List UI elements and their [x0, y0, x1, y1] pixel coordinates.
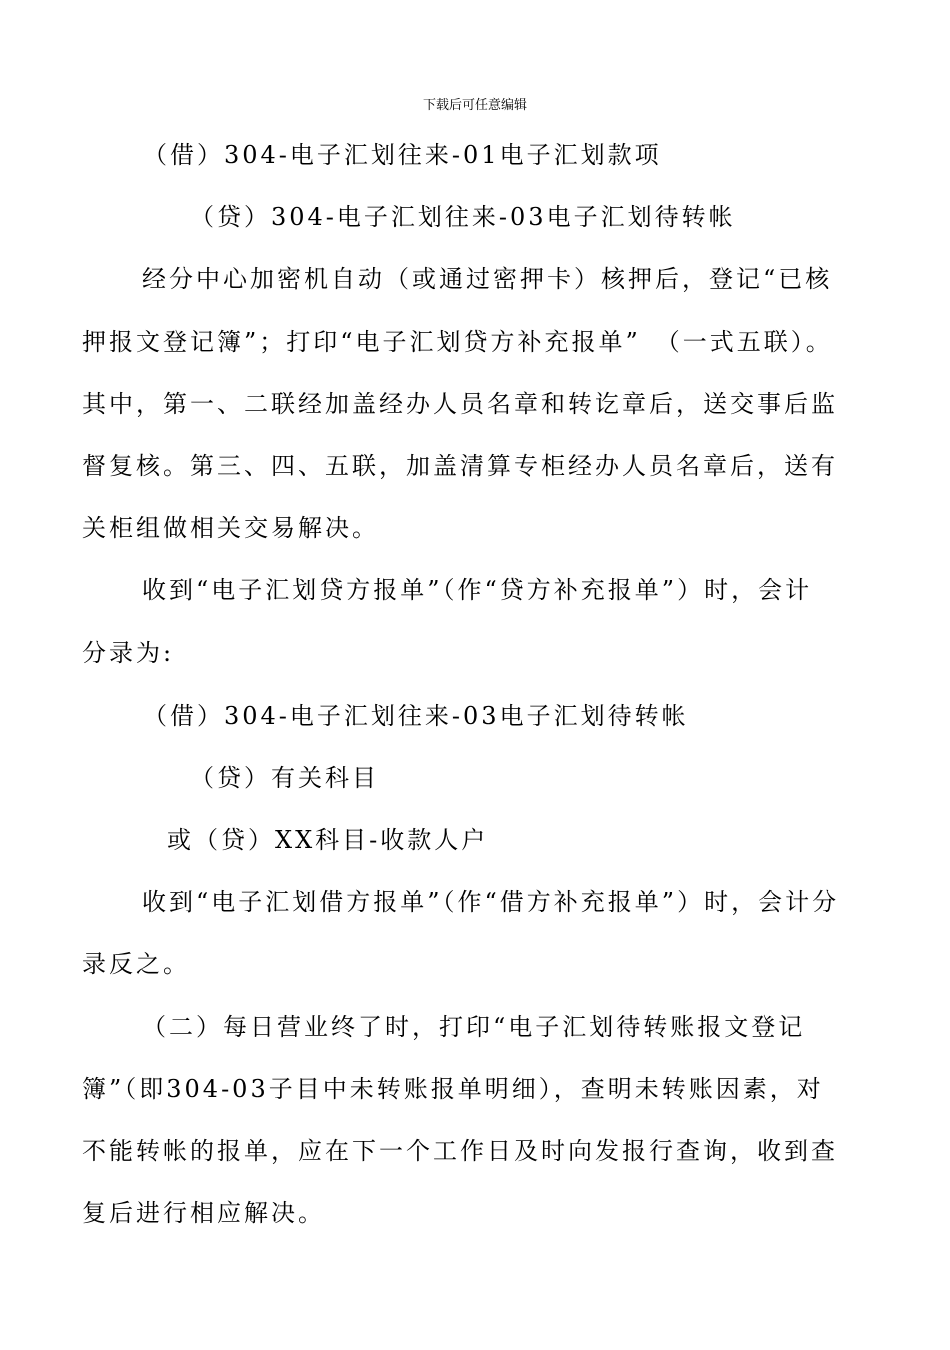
- credit-entry-related: （贷）有关科目: [190, 764, 379, 792]
- paragraph-line: 录反之。: [82, 950, 190, 978]
- credit-entry-03: （贷）304-电子汇划往来-03电子汇划待转帐: [190, 203, 736, 231]
- paragraph-line: 其中，第一、二联经加盖经办人员名章和转讫章后，送交事后监: [82, 390, 838, 418]
- paragraph-line: 关柜组做相关交易解决。: [82, 514, 379, 542]
- paragraph-line: 复后进行相应解决。: [82, 1199, 325, 1227]
- paragraph-line: 收到“电子汇划借方报单”（作“借方补充报单”）时，会计分: [142, 888, 840, 916]
- paragraph-line: 督复核。第三、四、五联，加盖清算专柜经办人员名章后，送有: [82, 452, 838, 480]
- paragraph-line: 分录为:: [82, 639, 175, 667]
- paragraph-line: 收到“电子汇划贷方报单”（作“贷方补充报单”）时，会计: [142, 576, 813, 604]
- paragraph-line: 簿”（即304-03子目中未转账报单明细），查明未转账因素，对: [82, 1075, 824, 1103]
- debit-entry-03: （借）304-电子汇划往来-03电子汇划待转帐: [143, 702, 689, 730]
- debit-entry-01: （借）304-电子汇划往来-01电子汇划款项: [143, 141, 662, 169]
- credit-entry-payee: 或（贷）XX科目-收款人户: [167, 826, 489, 854]
- paragraph-line: （二）每日营业终了时，打印“电子汇划待转账报文登记: [142, 1013, 806, 1041]
- page-header: 下载后可任意编辑: [422, 98, 527, 113]
- paragraph-line: 不能转帐的报单，应在下一个工作日及时向发报行查询，收到查: [82, 1137, 838, 1165]
- paragraph-line: 押报文登记簿”；打印“电子汇划贷方补充报单” （一式五联）。: [82, 328, 833, 356]
- paragraph-line: 经分中心加密机自动（或通过密押卡）核押后，登记“已核: [142, 265, 833, 293]
